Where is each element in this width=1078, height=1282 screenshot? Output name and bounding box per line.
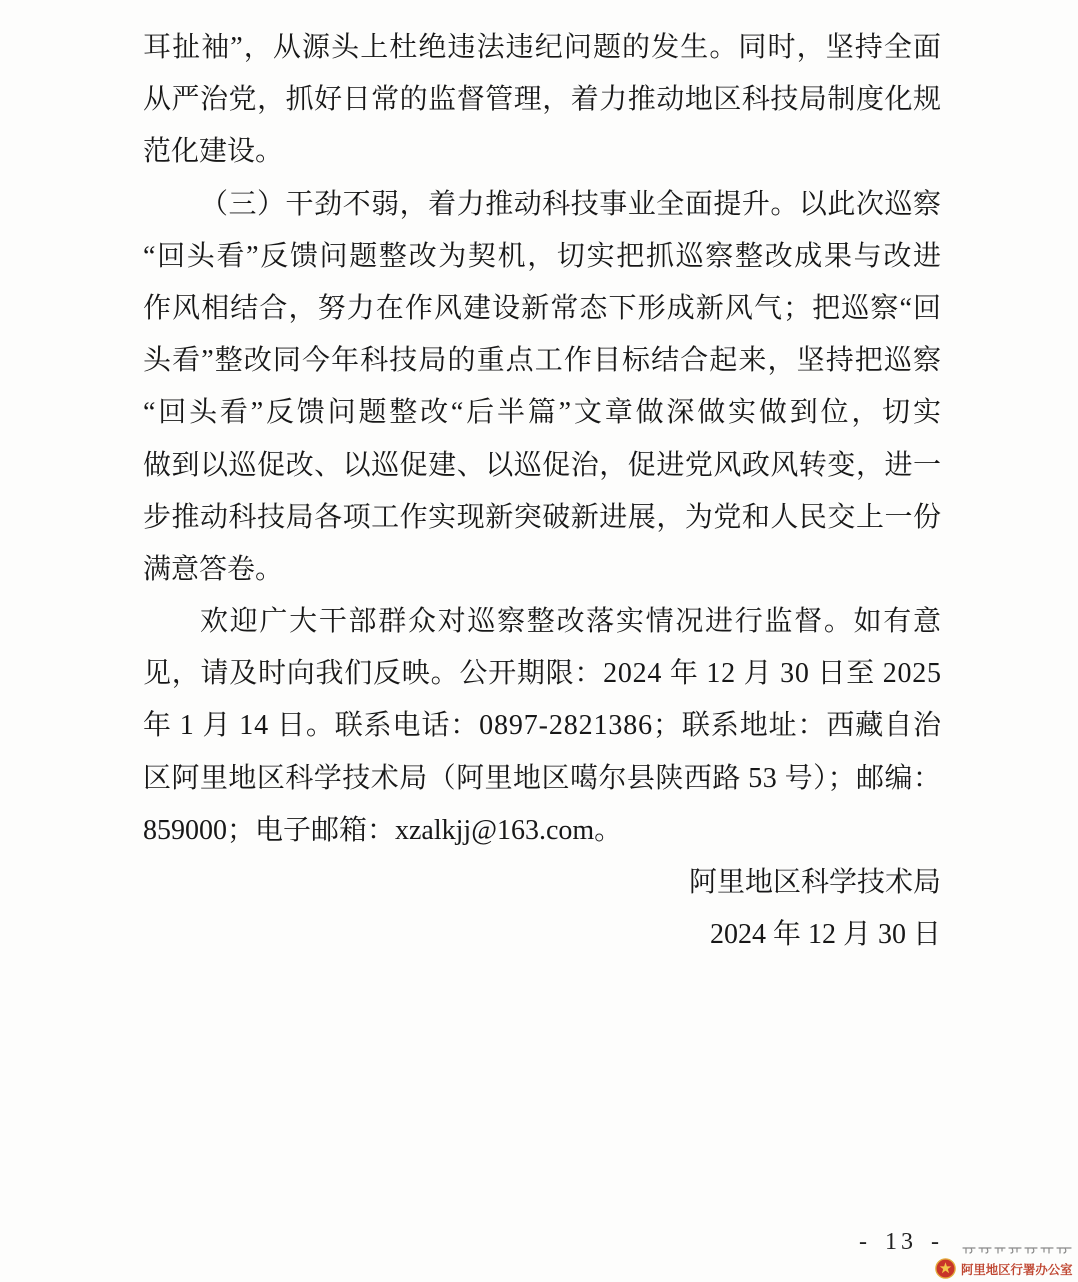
paragraph-section-three xyxy=(143,179,944,597)
text-line xyxy=(143,805,941,857)
text-line-content: 做到以巡促改、以巡促建、以巡促治，促进党风政风转变，进一 xyxy=(143,449,942,481)
page-number: - 13 - xyxy=(859,1229,943,1255)
text-line-content: “回头看”反馈问题整改“后半篇”文章做深做实做到位，切实 xyxy=(143,397,944,429)
text-line xyxy=(143,596,941,648)
text-line-content: 满意答卷。 xyxy=(143,553,284,585)
signature-organization-text: 阿里地区科学技术局 xyxy=(688,867,941,898)
text-line xyxy=(143,753,941,805)
text-line xyxy=(143,335,941,387)
text-line xyxy=(143,126,941,178)
text-line xyxy=(143,700,941,752)
text-line-content: 头看”整改同今年科技局的重点工作目标结合起来，坚持把巡察 xyxy=(143,345,943,377)
watermark-office-name: 阿里地区行署办公室 xyxy=(961,1262,1073,1277)
text-line xyxy=(143,648,941,700)
text-line xyxy=(143,22,941,74)
text-line-content: 作风相结合，努力在作风建设新常态下形成新风气；把巡察“回 xyxy=(143,292,943,324)
text-line-content: 见，请及时向我们反映。公开期限：2024 年 12 月 30 日至 2025 xyxy=(143,658,942,690)
text-line xyxy=(143,387,944,439)
text-line xyxy=(143,544,941,596)
signature-organization xyxy=(143,857,941,909)
text-line-content: 区阿里地区科学技术局（阿里地区噶尔县陕西路 53 号）；邮编： xyxy=(143,762,942,794)
tibetan-script-watermark xyxy=(961,1245,1074,1255)
text-line-content: 欢迎广大干部群众对巡察整改落实情况进行监督。如有意 xyxy=(200,606,943,638)
national-emblem-icon xyxy=(935,1258,956,1279)
text-line-content: 从严治党，抓好日常的监督管理，着力推动地区科技局制度化规 xyxy=(143,84,942,116)
text-line-content: 859000；电子邮箱：xzalkjj@163.com。 xyxy=(143,814,623,846)
text-line-content: （三）干劲不弱，着力推动科技事业全面提升。以此次巡察 xyxy=(200,188,942,220)
document-body xyxy=(143,22,944,961)
text-line xyxy=(143,440,941,492)
watermark xyxy=(933,1243,1076,1281)
signature-date-text: 2024 年 12 月 30 日 xyxy=(709,919,941,951)
signature-date xyxy=(143,909,941,961)
text-line-content: 步推动科技局各项工作实现新突破新进展，为党和人民交上一份 xyxy=(143,501,942,533)
text-line-content: 范化建设。 xyxy=(143,136,284,168)
text-line-content: 年 1 月 14 日。联系电话：0897-2821386；联系地址：西藏自治 xyxy=(143,710,942,742)
text-line-content: “回头看”反馈问题整改为契机，切实把抓巡察整改成果与改进 xyxy=(143,240,943,272)
text-line xyxy=(143,74,941,126)
text-line xyxy=(143,492,941,544)
text-line xyxy=(143,231,941,283)
signature-block xyxy=(143,857,941,961)
paragraph-continuation xyxy=(143,22,941,179)
text-line-content: 耳扯袖”，从源头上杜绝违法违纪问题的发生。同时，坚持全面 xyxy=(143,32,943,63)
paragraph-contact-info xyxy=(143,596,941,857)
text-line xyxy=(143,283,941,335)
text-line xyxy=(143,179,941,231)
